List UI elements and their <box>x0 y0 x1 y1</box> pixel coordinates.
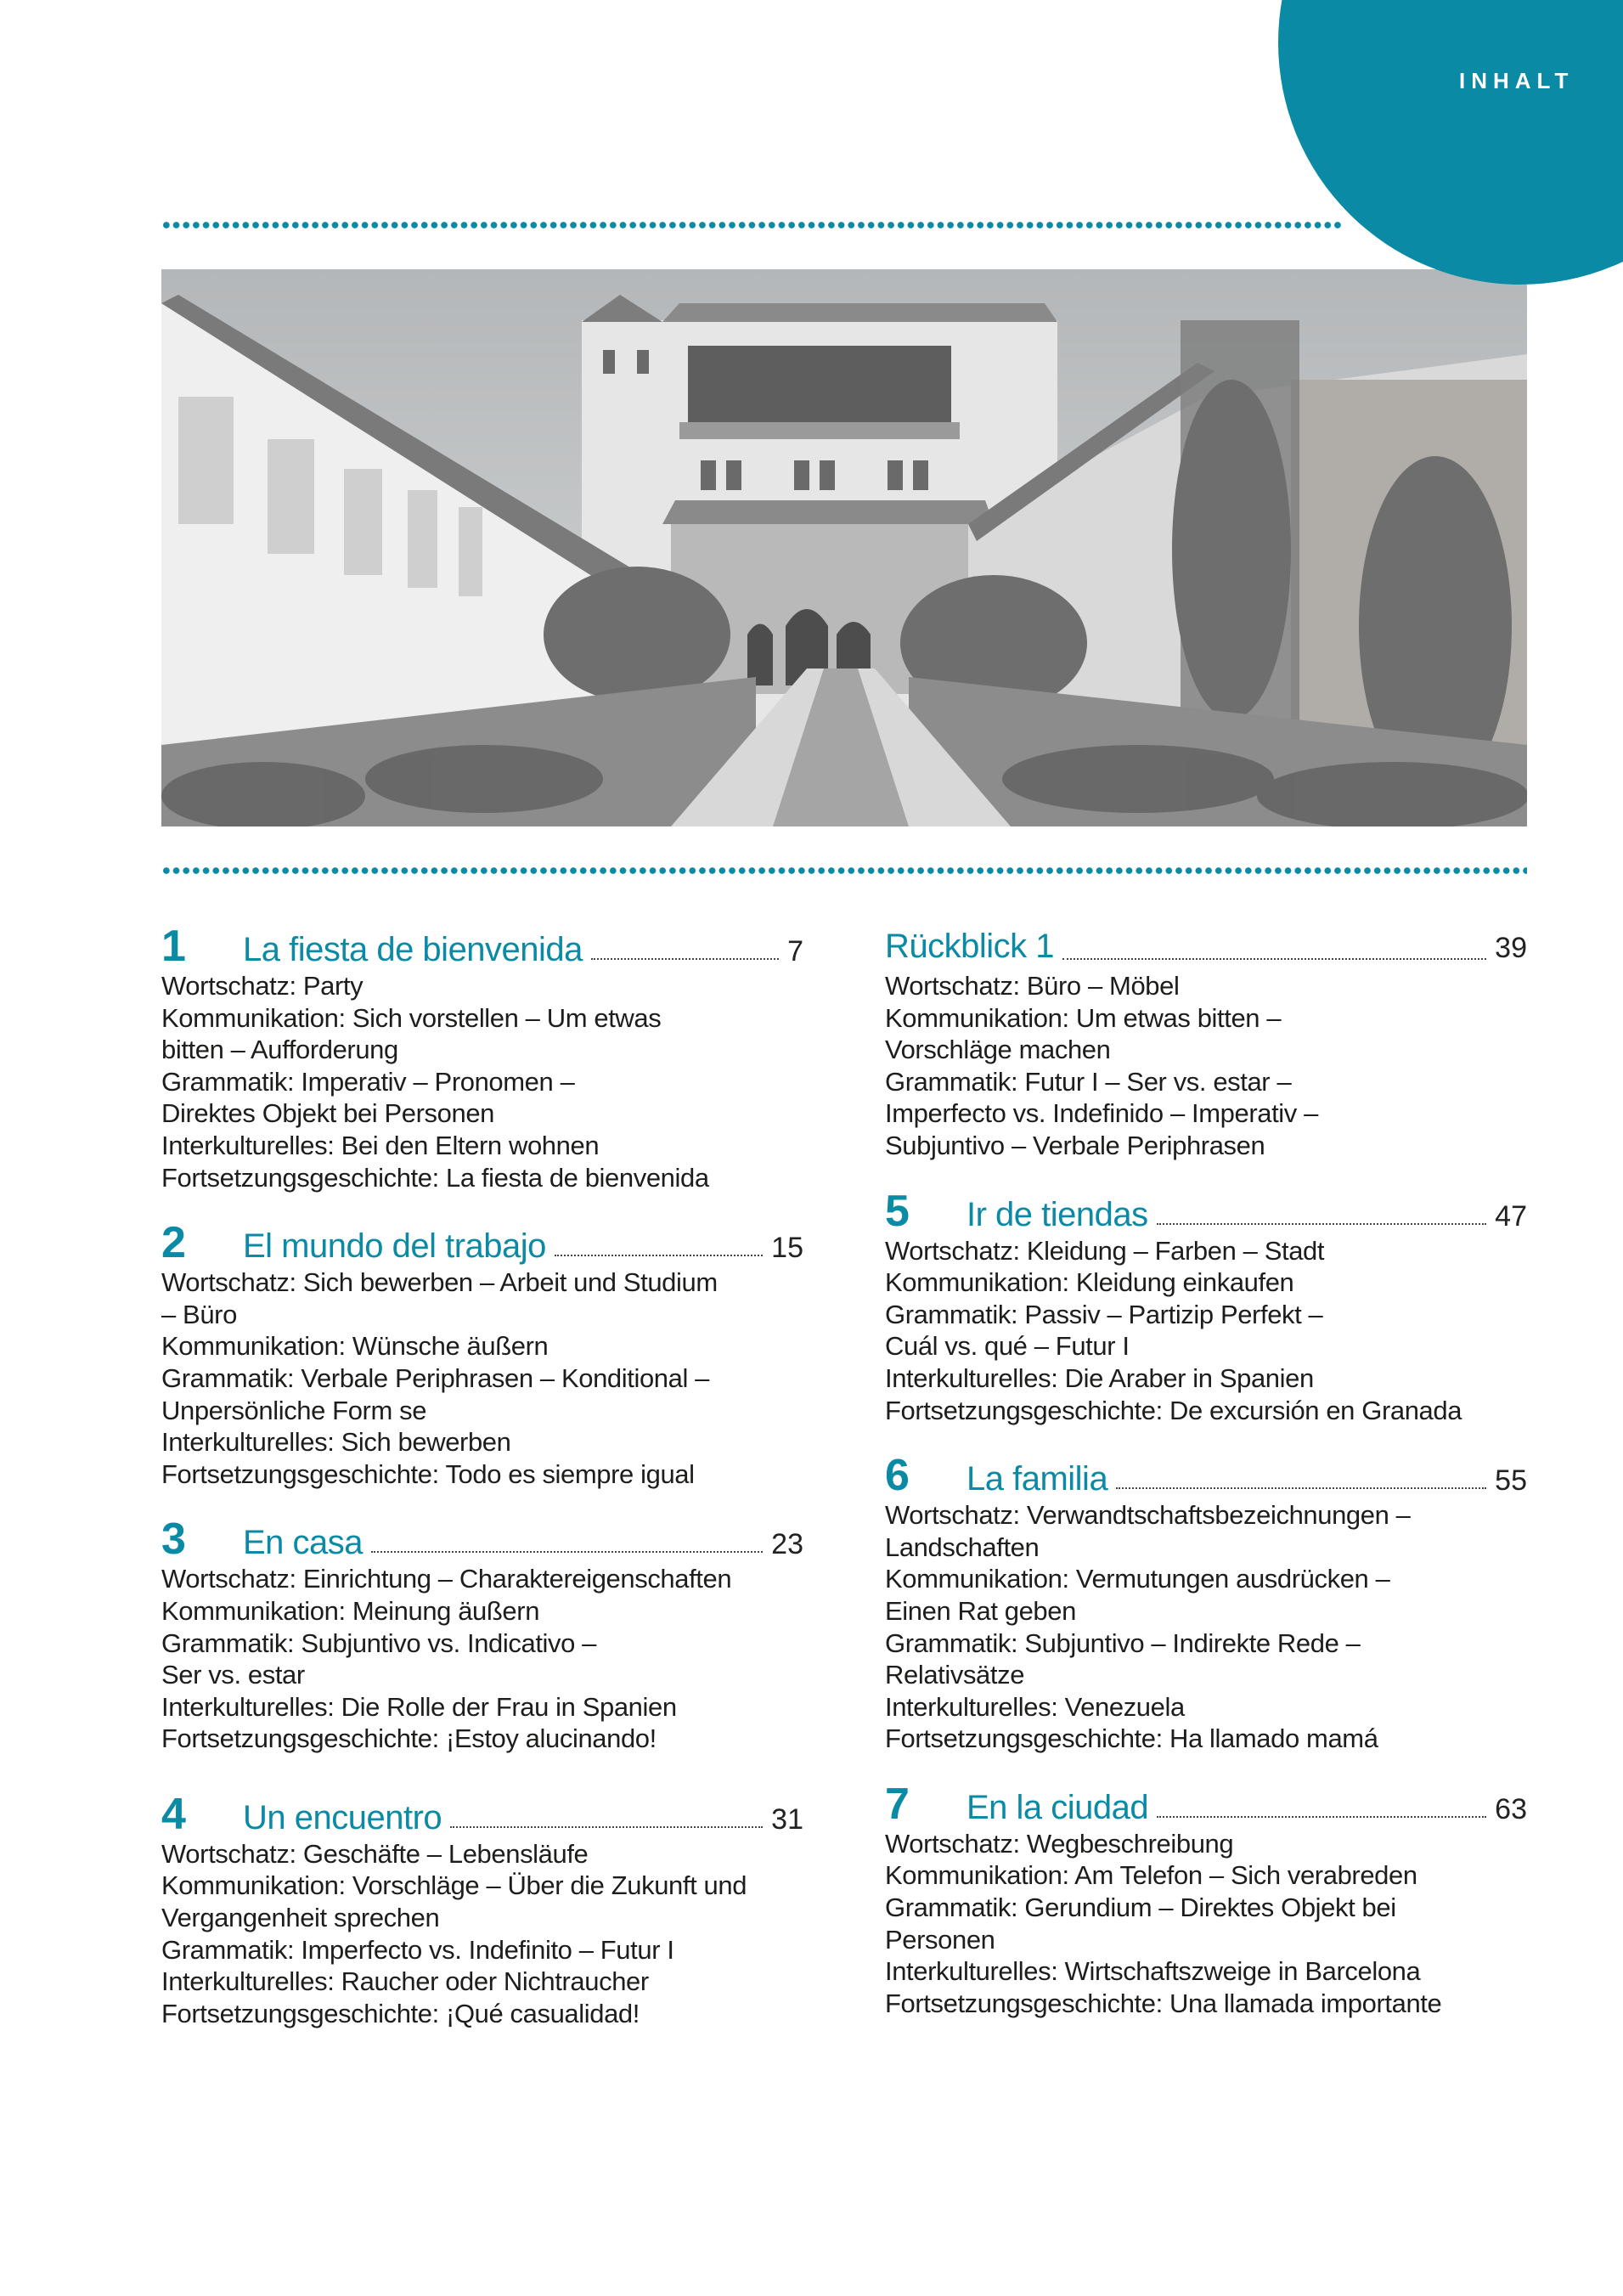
topic-line: Interkulturelles: Sich bewerben <box>161 1427 511 1458</box>
dotted-divider-middle <box>161 867 1527 874</box>
topic-line: Kommunikation: Um etwas bitten – <box>885 1002 1282 1033</box>
section-badge-circle <box>1278 0 1623 285</box>
topic-line: Kommunikation: Sich vorstellen – Um etwas <box>161 1002 662 1033</box>
topic-line: Fortsetzungsgeschichte: ¡Estoy alucinando! <box>161 1723 657 1754</box>
dot-leader <box>1157 1223 1487 1225</box>
topic-line: Wortschatz: Sich bewerben – Arbeit und Studium <box>161 1267 718 1298</box>
chapter-number: 1 <box>161 922 186 971</box>
topic-line: Cuál vs. qué – Futur I <box>885 1331 1130 1362</box>
toc-chapter-6[interactable] <box>885 1452 1527 1755</box>
page-number: 31 <box>771 1802 803 1836</box>
topic-line: Kommunikation: Wünsche äußern <box>161 1331 549 1362</box>
toc-chapter-2[interactable] <box>161 1219 803 1490</box>
page-number: 39 <box>1495 932 1527 964</box>
chapter-number: 4 <box>161 1789 186 1839</box>
toc-review-1[interactable] <box>885 922 1527 1162</box>
chapter-title[interactable]: Rückblick 1 <box>885 928 1055 965</box>
toc-chapter-5[interactable] <box>885 1187 1527 1427</box>
topic-line: Unpersönliche Form se <box>161 1395 427 1425</box>
section-label: INHALT <box>1459 68 1575 93</box>
topic-line: Ser vs. estar <box>161 1660 305 1690</box>
topic-line: Relativsätze <box>885 1660 1025 1690</box>
topic-line: Interkulturelles: Wirtschaftszweige in Barcelona <box>885 1956 1421 1987</box>
toc-column-left <box>161 922 803 2055</box>
topic-line: Kommunikation: Vorschläge – Über die Zukunft und <box>161 1870 747 1901</box>
chapter-number: 3 <box>161 1515 186 1565</box>
chapter-title[interactable]: El mundo del trabajo <box>243 1227 546 1266</box>
topic-line: Kommunikation: Kleidung einkaufen <box>885 1267 1294 1298</box>
courtyard-photo <box>161 269 1527 826</box>
topic-line: Kommunikation: Vermutungen ausdrücken – <box>885 1564 1390 1594</box>
topic-line: Grammatik: Subjuntivo – Indirekte Rede – <box>885 1628 1361 1658</box>
dot-leader <box>371 1551 763 1553</box>
chapter-title[interactable]: Un encuentro <box>243 1798 442 1836</box>
page-number: 47 <box>1495 1199 1527 1233</box>
toc-chapter-3[interactable] <box>161 1515 803 1755</box>
topic-line: Wortschatz: Geschäfte – Lebensläufe <box>161 1838 589 1869</box>
chapter-title[interactable]: La fiesta de bienvenida <box>243 931 583 968</box>
topic-line: – Büro <box>161 1299 237 1329</box>
topic-line: Imperfecto vs. Indefinido – Imperativ – <box>885 1098 1318 1129</box>
topic-line: Interkulturelles: Raucher oder Nichtraucher <box>161 1966 649 1997</box>
dot-leader <box>1116 1487 1486 1489</box>
topic-line: Interkulturelles: Die Rolle der Frau in Spanien <box>161 1691 677 1722</box>
dot-leader <box>591 958 779 960</box>
chapter-heading[interactable] <box>161 1219 803 1266</box>
chapter-number: 7 <box>885 1779 910 1829</box>
topic-line: Fortsetzungsgeschichte: ¡Qué casualidad! <box>161 1998 640 2028</box>
topic-line: Grammatik: Futur I – Ser vs. estar – <box>885 1066 1292 1097</box>
page-number: 55 <box>1495 1464 1527 1498</box>
topic-line: Fortsetzungsgeschichte: Todo es siempre igual <box>161 1458 695 1489</box>
chapter-heading[interactable] <box>885 1187 1527 1235</box>
chapter-number: 2 <box>161 1218 186 1268</box>
topic-line: Grammatik: Gerundium – Direktes Objekt bei <box>885 1893 1396 1923</box>
chapter-heading[interactable] <box>885 1780 1527 1828</box>
topic-line: Grammatik: Imperativ – Pronomen – <box>161 1066 575 1097</box>
topic-line: Wortschatz: Party <box>161 971 363 1001</box>
topic-line: Fortsetzungsgeschichte: Una llamada importante <box>885 1988 1442 2018</box>
topic-line: Einen Rat geben <box>885 1595 1076 1626</box>
dot-leader <box>450 1826 763 1828</box>
toc-chapter-4[interactable] <box>161 1791 803 2030</box>
topic-line: bitten – Aufforderung <box>161 1035 398 1065</box>
chapter-title[interactable]: La familia <box>966 1460 1108 1498</box>
chapter-number: 6 <box>885 1451 910 1501</box>
topic-line: Grammatik: Passiv – Partizip Perfekt – <box>885 1299 1323 1329</box>
topic-line: Fortsetzungsgeschichte: La fiesta de bienvenida <box>161 1162 709 1193</box>
topic-line: Grammatik: Imperfecto vs. Indefinito – Futur I <box>161 1934 674 1965</box>
topic-line: Vergangenheit sprechen <box>161 1903 440 1933</box>
topic-line: Grammatik: Verbale Periphrasen – Konditional – <box>161 1362 710 1393</box>
chapter-heading[interactable] <box>161 1791 803 1838</box>
topic-line: Personen <box>885 1924 995 1955</box>
topic-line: Vorschläge machen <box>885 1035 1111 1065</box>
topic-line: Subjuntivo – Verbale Periphrasen <box>885 1130 1265 1160</box>
topic-line: Wortschatz: Kleidung – Farben – Stadt <box>885 1235 1325 1266</box>
topic-line: Interkulturelles: Die Araber in Spanien <box>885 1362 1314 1393</box>
page-number: 15 <box>771 1232 803 1265</box>
chapter-heading[interactable] <box>161 922 803 970</box>
chapter-heading[interactable] <box>161 1515 803 1563</box>
page-number: 63 <box>1495 1792 1527 1825</box>
toc-column-right <box>885 922 1527 2045</box>
toc-chapter-1[interactable] <box>161 922 803 1193</box>
chapter-title[interactable]: En casa <box>243 1524 363 1562</box>
toc-chapter-7[interactable] <box>885 1780 1527 2020</box>
topic-line: Interkulturelles: Venezuela <box>885 1691 1185 1722</box>
topic-line: Interkulturelles: Bei den Eltern wohnen <box>161 1130 600 1160</box>
courtyard-photo-illustration <box>161 269 1527 826</box>
chapter-title[interactable]: En la ciudad <box>966 1788 1149 1826</box>
topic-line: Kommunikation: Am Telefon – Sich verabreden <box>885 1860 1417 1891</box>
chapter-heading[interactable] <box>885 1452 1527 1499</box>
dotted-divider-top <box>161 222 1342 228</box>
topic-line: Kommunikation: Meinung äußern <box>161 1595 540 1626</box>
dot-leader <box>1062 958 1486 960</box>
chapter-heading[interactable] <box>885 922 1527 970</box>
topic-line: Fortsetzungsgeschichte: Ha llamado mamá <box>885 1723 1378 1754</box>
topic-line: Direktes Objekt bei Personen <box>161 1098 494 1129</box>
topic-line: Fortsetzungsgeschichte: De excursión en Granada <box>885 1395 1462 1425</box>
dot-leader <box>555 1255 763 1256</box>
chapter-title[interactable]: Ir de tiendas <box>966 1195 1148 1233</box>
dot-leader <box>1157 1816 1486 1818</box>
page-number: 7 <box>787 935 803 967</box>
topic-line: Wortschatz: Einrichtung – Charaktereigenschaften <box>161 1564 732 1594</box>
topic-line: Wortschatz: Büro – Möbel <box>885 971 1180 1001</box>
topic-line: Grammatik: Subjuntivo vs. Indicativo – <box>161 1628 597 1658</box>
chapter-number: 5 <box>885 1186 910 1236</box>
page-number: 23 <box>771 1528 803 1561</box>
topic-line: Landschaften <box>885 1532 1040 1562</box>
topic-line: Wortschatz: Verwandtschaftsbezeichnungen – <box>885 1500 1411 1531</box>
topic-line: Wortschatz: Wegbeschreibung <box>885 1828 1234 1859</box>
